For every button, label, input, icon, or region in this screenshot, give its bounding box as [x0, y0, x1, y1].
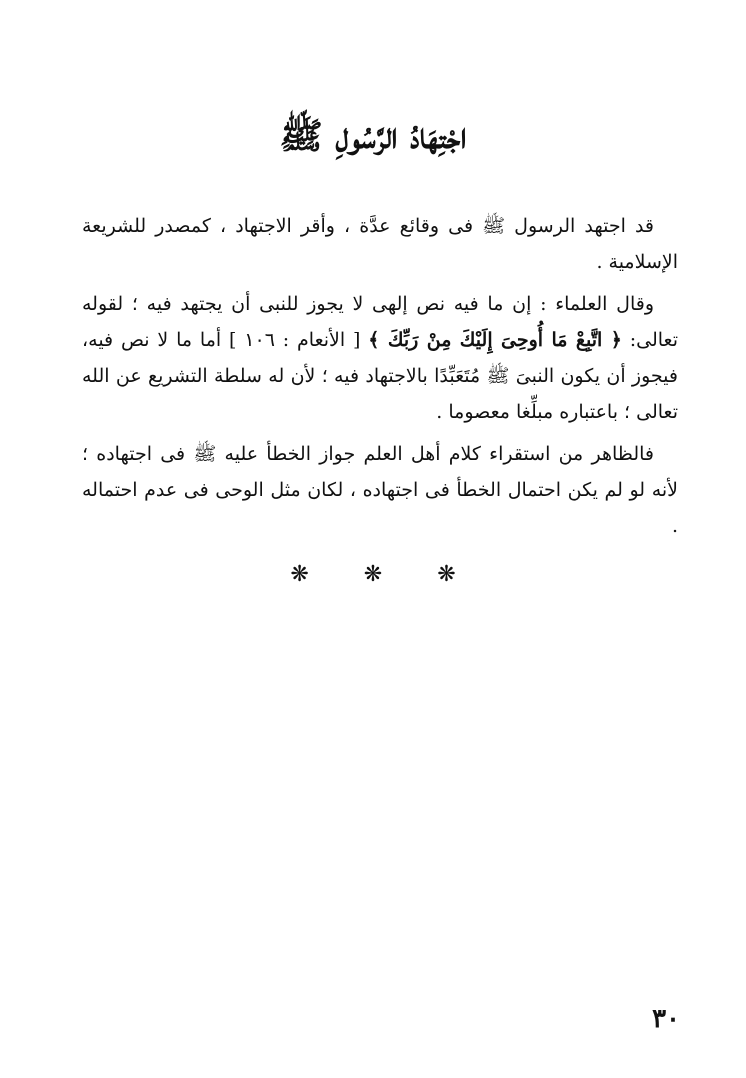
- section-separator: [0, 562, 746, 587]
- paragraph-2-rest: [ الأنعام : ١٠٦ ] أما ما لا نص فيه، فيجوز أن يكون النبىَ ﷺ مُتَعَبِّدًا بالاجتهاد فيه ؛ لأن له سلطة التشريع عن الله تعالى ؛ باعتباره مبلِّغا معصوما .: [82, 329, 678, 423]
- page-title: اجْتِهَادُ الرَّسُولِ ﷺ: [279, 115, 467, 157]
- separator-star-icon: ❋: [437, 562, 456, 587]
- separator-star-icon: ❋: [363, 562, 383, 587]
- quran-verse: ﴿ اتَّبِعْ مَا أُوحِىَ إِلَيْكَ مِنْ رَبِّكَ ﴾: [368, 329, 622, 351]
- page-number: ٣٠: [652, 1004, 680, 1034]
- paragraph-3: فالظاهر من استقراء كلام أهل العلم جواز الخطأ عليه ﷺ فى اجتهاده ؛ لأنه لو لم يكن احتمال الخطأ فى اجتهاده ، لكان مثل الوحى فى عدم احتماله .: [82, 443, 678, 537]
- paragraph-2-intro: وقال العلماء : إن ما فيه نص إلهى لا يجوز للنبى أن يجتهد فيه ؛ لقوله تعالى:: [82, 293, 678, 351]
- body-text: [82, 208, 678, 550]
- paragraph-1: قد اجتهد الرسول ﷺ فى وقائع عدَّة ، وأقر الاجتهاد ، كمصدر للشريعة الإسلامية .: [82, 215, 678, 273]
- paragraph-2: [82, 286, 678, 430]
- separator-star-icon: ❋: [290, 562, 309, 587]
